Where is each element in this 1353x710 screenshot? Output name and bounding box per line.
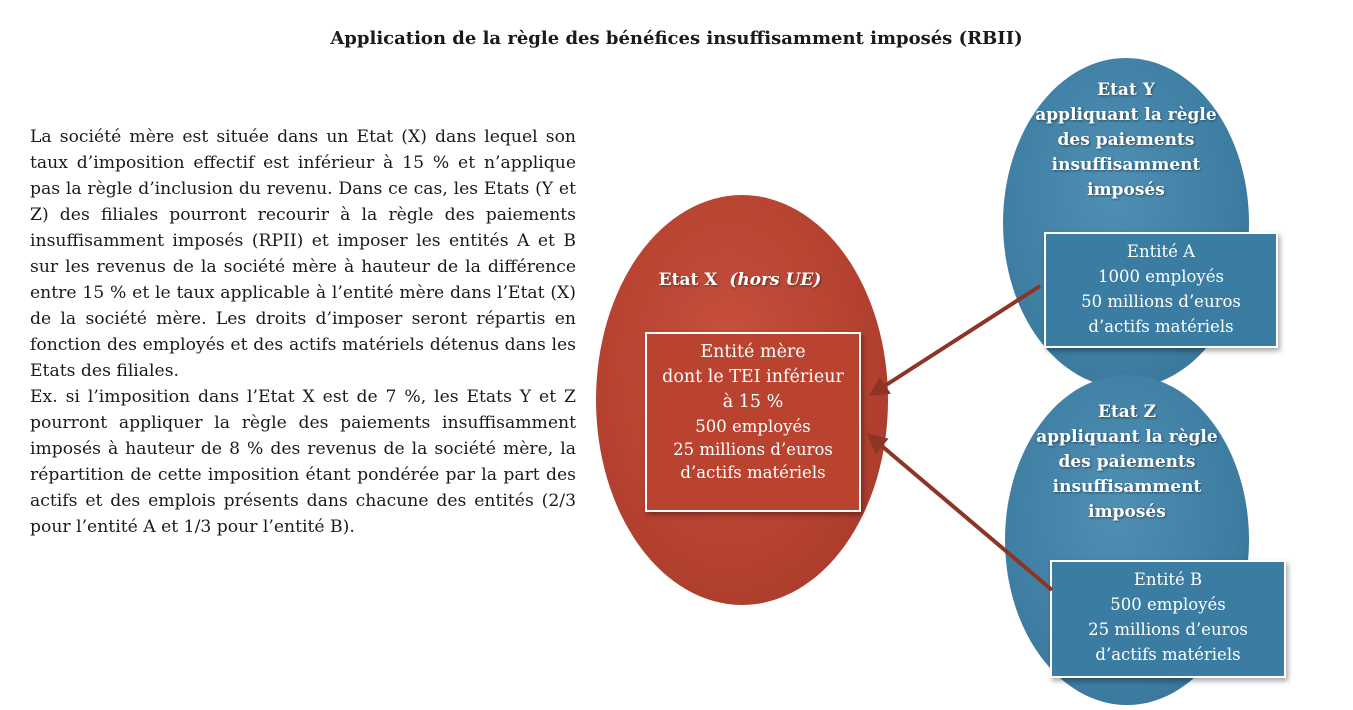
state-z-label-line: appliquant la règle [1036,427,1218,447]
entity-b-line: d’actifs matériels [1095,645,1241,664]
parent-entity-line: 25 millions d’euros [673,440,833,459]
parent-entity-line: d’actifs matériels [680,463,826,482]
explanation-paragraph: La société mère est située dans un Etat (X) dans lequel son taux d’imposition effectif est inférieur à 15 % et n’applique pas la règle d’inclusion du revenu. Dans ce cas, les Etats (Y et Z) des filiales pourront recourir à la règle des paiements insuffisamment imposés (RPII) et imposer les entités A et B sur les revenus de la société mère à hauteur de la différence entre 15 % et le taux applicable à l’entité mère dans l’Etat (X) de la société mère. Les droits d’imposer seront répartis en fonction des employés et des actifs matériels détenus dans les Etats des filiales. [30,127,576,381]
entity-b-line: 25 millions d’euros [1088,620,1248,639]
state-y-label-line: imposés [1087,180,1165,200]
state-y-label-line: Etat Y [1097,80,1155,100]
entity-a-line: d’actifs matériels [1088,317,1234,336]
state-z-label-line: imposés [1088,502,1166,522]
entity-b-line: 500 employés [1110,595,1226,614]
entity-a-line: 1000 employés [1098,267,1224,286]
state-y-label-line: des paiements [1057,130,1195,150]
state-z-label-line: insuffisamment [1052,477,1202,497]
arrow-entity-b-to-parent [870,436,1052,590]
parent-entity-line: Entité mère [700,342,806,362]
state-y-label-line: appliquant la règle [1035,105,1217,125]
arrow-entity-a-to-parent [872,286,1040,394]
entity-a-line: Entité A [1126,242,1196,261]
state-z-label-line: Etat Z [1097,402,1156,422]
state-z-label-line: des paiements [1058,452,1196,472]
diagram-title: Application de la règle des bénéfices insuffisamment imposés (RBII) [330,28,1023,49]
parent-entity-line: dont le TEI inférieur [662,367,844,387]
parent-entity-line: à 15 % [722,392,784,412]
entity-a-line: 50 millions d’euros [1081,292,1241,311]
entity-b-line: Entité B [1133,570,1203,589]
parent-entity-line: 500 employés [695,417,811,436]
state-x-qualifier: (hors UE) [729,270,822,290]
state-y-label-line: insuffisamment [1051,155,1201,175]
state-x-name: Etat X [658,270,718,290]
example-paragraph: Ex. si l’imposition dans l’Etat X est de 7 %, les Etats Y et Z pourront appliquer la règle des paiements insuffisamment imposés à hauteur de 8 % des revenus de la société mère, la répartition de cette imposition étant pondérée par la part des actifs et des emplois présents dans chacune des entités (2/3 pour l’entité A et 1/3 pour l’entité B). [30,387,576,537]
